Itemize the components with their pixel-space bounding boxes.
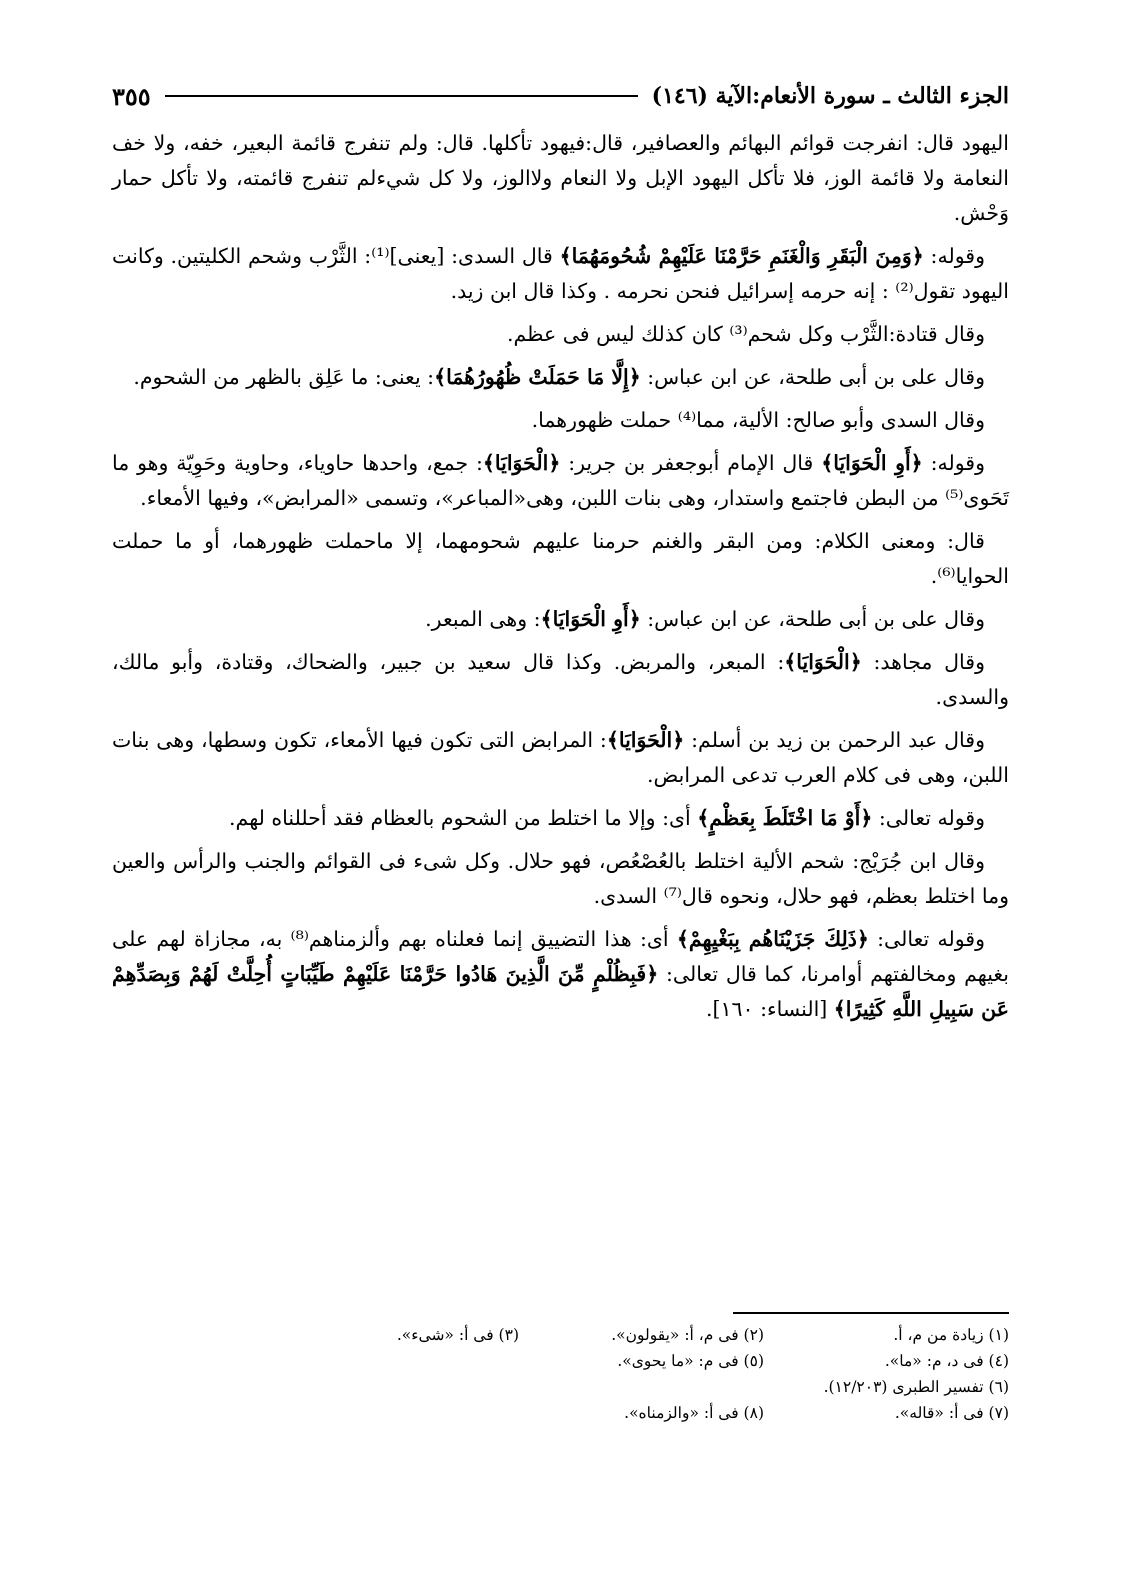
quran-quote: ﴿إِلَّا مَا حَمَلَتْ ظُهُورُهُمَا﴾ xyxy=(434,365,641,389)
text-segment: [النساء: ١٦٠]. xyxy=(705,997,834,1021)
quran-quote: ﴿ذَلِكَ جَزَيْنَاهُم بِبَغْيِهِمْ﴾ xyxy=(676,927,869,951)
text-segment: أى: هذا التضييق إنما فعلناه بهم وألزمناهم⁽⁸⁾ به، مجازاة لهم على بغيهم ومخالفتهم أوامرنا، كما قال تعالى: xyxy=(112,927,1009,986)
footnote: (٦) تفسير الطبرى (١٢/٢٠٣). xyxy=(823,1378,1009,1396)
footnote-separator xyxy=(733,1312,1009,1314)
quran-quote: ﴿أَوِ الْحَوَايَا﴾ xyxy=(540,607,641,631)
text-segment: وقوله: xyxy=(922,451,985,475)
main-text xyxy=(112,126,1009,1035)
quran-quote: ﴿الْحَوَايَا﴾ xyxy=(606,728,685,752)
footnote: (٨) فى أ: «والزمناه». xyxy=(624,1404,764,1422)
text-segment: : يعنى: ما عَلِق بالظهر من الشحوم. xyxy=(133,365,435,389)
text-segment: أى: وإلا ما اختلط من الشحوم بالعظام فقد أحللناه لهم. xyxy=(229,806,698,830)
footnote: (٤) فى د، م: «ما». xyxy=(884,1352,1009,1370)
text-segment: : وهى المبعر. xyxy=(425,607,541,631)
paragraph xyxy=(112,524,1009,594)
footnote-row xyxy=(150,1348,1009,1374)
quran-quote: ﴿فَبِظُلْمٍ مِّنَ الَّذِينَ هَادُوا حَرَّمْنَا عَلَيْهِمْ طَيِّبَاتٍ أُحِلَّتْ لَهُمْ وَبِصَدِّهِمْ عَن سَبِيلِ اللَّهِ كَثِيرًا﴾ xyxy=(112,962,1009,1021)
footnote-row xyxy=(150,1400,1009,1426)
footnote: (١) زيادة من م، أ. xyxy=(893,1326,1009,1344)
footnote xyxy=(274,1400,519,1426)
paragraph xyxy=(112,317,1009,352)
paragraph xyxy=(112,645,1009,715)
footnote: (٢) فى م، أ: «يقولون». xyxy=(611,1326,764,1344)
text-segment: وقوله تعالى: xyxy=(868,927,986,951)
footnotes xyxy=(150,1322,1009,1426)
footnote xyxy=(274,1374,519,1400)
paragraph xyxy=(112,602,1009,637)
page-number: ٣٥٥ xyxy=(112,81,151,111)
page-header xyxy=(112,78,1009,114)
paragraph xyxy=(112,922,1009,1027)
paragraph xyxy=(112,126,1009,231)
text-segment: وقال السدى وأبو صالح: الألية، مما⁽⁴⁾ حملت ظهورهما. xyxy=(531,408,985,432)
footnote: (٧) فى أ: «قاله». xyxy=(894,1404,1009,1422)
text-segment: وقوله: xyxy=(923,244,985,268)
footnote xyxy=(274,1348,519,1374)
text-segment: وقال مجاهد: xyxy=(861,650,986,674)
text-segment: : المبعر، والمربض. وكذا قال سعيد بن جبير، والضحاك، وقتادة، وأبو مالك، والسدى. xyxy=(112,650,1009,709)
text-segment: وقال قتادة:الثَّرْب وكل شحم⁽³⁾ كان كذلك ليس فى عظم. xyxy=(506,322,985,346)
text-segment: قال الإمام أبوجعفر بن جرير: xyxy=(560,451,822,475)
text-segment: : جمع، واحدها حاوياء، وحاوية وحَوِيّة وهو ما تَحَوى⁽⁵⁾ من البطن فاجتمع واستدار، وهى بنات اللبن، وهى«المباعر»، وتسمى «المرابض»، وفيها الأمعاء. xyxy=(112,451,1009,510)
footnote-row xyxy=(150,1322,1009,1348)
text-segment: وقال على بن أبى طلحة، عن ابن عباس: xyxy=(640,607,985,631)
quran-quote: ﴿وَمِنَ الْبَقَرِ وَالْغَنَمِ حَرَّمْنَا عَلَيْهِمْ شُحُومَهُمَا﴾ xyxy=(559,244,924,268)
quran-quote: ﴿الْحَوَايَا﴾ xyxy=(784,650,862,674)
paragraph xyxy=(112,239,1009,309)
text-segment: وقال على بن أبى طلحة، عن ابن عباس: xyxy=(640,365,985,389)
footnote xyxy=(519,1374,764,1400)
quran-quote: ﴿أَوْ مَا اخْتَلَطَ بِعَظْمٍ﴾ xyxy=(697,806,873,830)
paragraph xyxy=(112,360,1009,395)
quran-quote: ﴿أَوِ الْحَوَايَا﴾ xyxy=(821,451,923,475)
footnote-row xyxy=(150,1374,1009,1400)
header-rule xyxy=(165,95,638,97)
text-segment: وقال عبد الرحمن بن زيد بن أسلم: xyxy=(684,728,985,752)
text-segment: : المرابض التى تكون فيها الأمعاء، تكون وسطها، وهى بنات اللبن، وهى فى كلام العرب تدعى المرابض. xyxy=(112,728,1009,787)
running-title: الجزء الثالث ـ سورة الأنعام:الآية (١٤٦) xyxy=(651,83,1009,109)
paragraph xyxy=(112,801,1009,836)
text-segment: اليهود قال: انفرجت قوائم البهائم والعصافير، قال:فيهود تأكلها. قال: ولم تنفرج قائمة البعير، خفه، ولا خف النعامة ولا قائمة الوز، فلا تأكل اليهود الإبل ولا النعام ولاالوز، ولا كل شيءلم تنفرج قائمته، ولا تأكل حمار وَحْش. xyxy=(112,131,1009,225)
footnote: (٣) فى أ: «شىء». xyxy=(396,1326,519,1344)
text-segment: وقال ابن جُرَيْج: شحم الألية اختلط بالعُصْعُص، فهو حلال. وكل شىء فى القوائم والجنب والرأس والعين وما اختلط بعظم، فهو حلال، ونحوه قال⁽⁷⁾ السدى. xyxy=(112,849,1009,908)
paragraph xyxy=(112,844,1009,914)
text-segment: قال السدى: [يعنى]⁽¹⁾: الثَّرْب وشحم الكليتين. وكانت اليهود تقول⁽²⁾ : إنه حرمه إسرائيل فنحن نحرمه . وكذا قال ابن زيد. xyxy=(112,244,1009,303)
paragraph xyxy=(112,723,1009,793)
text-segment: قال: ومعنى الكلام: ومن البقر والغنم حرمنا عليهم شحومهما، إلا ماحملت ظهورهما، أو ما حملت الحوايا⁽⁶⁾. xyxy=(112,529,1009,588)
footnote: (٥) فى م: «ما يحوى». xyxy=(617,1352,764,1370)
quran-quote: ﴿الْحَوَايَا﴾ xyxy=(482,451,561,475)
paragraph xyxy=(112,446,1009,516)
text-segment: وقوله تعالى: xyxy=(872,806,985,830)
paragraph xyxy=(112,403,1009,438)
